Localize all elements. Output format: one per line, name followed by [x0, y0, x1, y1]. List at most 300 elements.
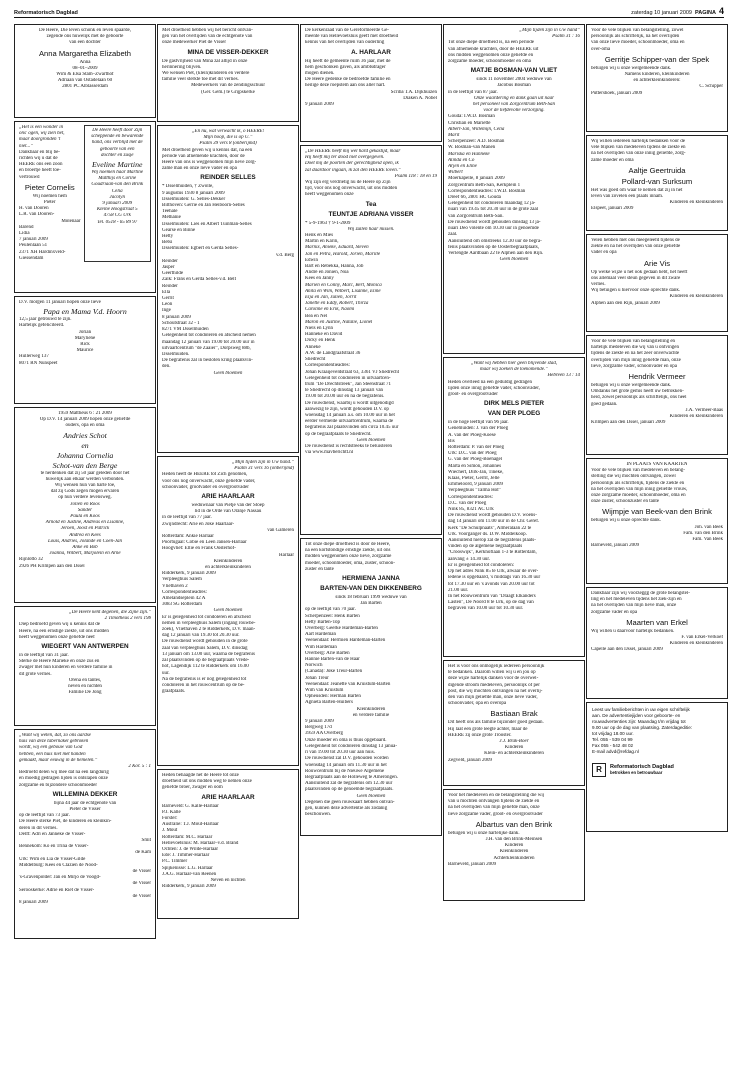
text-line: Dreef 66, 2801 HC Gouda: [448, 195, 501, 201]
text-line: Marit: [448, 133, 460, 139]
text-line: Orena en tantes,: [68, 677, 102, 683]
text-line: Doet mij de poorten der gerechtigheid open, ik: [305, 161, 399, 167]
text-line: IJsselmuiden: Egbert en Gerda Selles-: [162, 246, 239, 252]
text-line: Wij wensen hun van harte toe,: [54, 483, 116, 489]
text-line: te bedanken. Daarom willen wij u en jou op: [448, 670, 536, 676]
family-announcement: [586, 234, 728, 332]
text-line: gen, kunnen deze advertentie als zodanig: [305, 805, 388, 811]
text-line: de Visser: [132, 869, 151, 875]
text-line: onze medewerker Piet de Visser: [162, 40, 227, 46]
text-line: Hetty: [162, 234, 174, 240]
text-line: Wilbert: [448, 170, 463, 176]
column-1: [14, 24, 156, 942]
text-line: Aansluitend zal de begrafenis om 12.30 uur: [305, 781, 393, 787]
text-line: woensdag 14 januari om 11.30 uur in het: [305, 762, 387, 768]
text-line: Heere, na een ernstige ziekte, uit ons midden: [19, 628, 109, 634]
text-line: 08–01–2009: [72, 65, 98, 71]
text-line: C. Schipper: [699, 84, 723, 90]
text-line: Celia: [111, 188, 123, 194]
text-line: en broertje heeft toe-: [19, 168, 61, 174]
text-line: weduwnaar van Pietje van der Stoep: [191, 503, 265, 509]
text-line: Psalm 118 : 18 en 19: [394, 173, 437, 179]
text-line: Psalm 31 vers 16 (onberijmd): [234, 466, 294, 472]
text-line: Paula en Koos: [70, 514, 100, 520]
text-line: De rouwdienst is rechtstreeks te beluisteren: [305, 443, 393, 449]
text-line: persoonlijk als schriftelijk, tijdens de ziekte en: [591, 480, 685, 486]
text-line: Forster:: [162, 816, 178, 822]
text-line: Met droefheid hebben wij het bericht ontvan-: [162, 28, 253, 33]
text-line: Geen bloemen: [356, 437, 386, 443]
text-line: Maron en Justine, Natalie, Lionel: [305, 319, 373, 325]
text-line: tijd, voor ons nog onverwacht, uit ons midden: [305, 186, 398, 192]
text-line: na het overlijden van mijn geliefde man, onze: [448, 805, 540, 811]
text-line: De rouwdienst zal D.V. gehouden worden: [305, 756, 389, 762]
text-line: Methanie: [162, 215, 181, 221]
text-line: Gearse en Binne: [162, 227, 196, 233]
text-line: Matthijs en Corine: [98, 176, 137, 182]
text-line: Gerrit: [162, 296, 174, 302]
text-line: Delft: Adri en Janneke de Visser-: [19, 831, 86, 837]
text-line: Norwich: [305, 663, 323, 669]
text-line: Op D.V. 14 januari 2009 hopen onze geliefde: [39, 417, 131, 423]
text-line: Joh. van Beek: [694, 524, 723, 530]
text-line: droefheid uit ons midden weg te nemen onze: [162, 779, 252, 785]
text-line: het personeel van Zorgcentrum Beth-San: [472, 102, 556, 108]
text-line: Bis: [448, 438, 455, 444]
text-line: L.R. van Dooren-: [19, 212, 55, 218]
text-line: Giessendam: [19, 255, 44, 261]
text-line: Gelegenheid tot condoleren dinsdag 13 janua-: [305, 743, 398, 749]
text-line: eerder vermelde uitvaartcentrum, waarna de: [305, 419, 394, 425]
family-announcement: [14, 407, 156, 603]
text-line: zwager met hun kinderen en verdere familie in: [19, 665, 113, 671]
text-line: 8 januari 2009: [162, 314, 191, 320]
text-line: Tel. 055 - 539 04 99: [592, 737, 633, 742]
text-line: Voor de vele blijken van medeleven en belang-: [591, 468, 685, 474]
deceased-name: MATJE BOSMAN-VAN VLIET: [470, 67, 558, 75]
deceased-name: WILLEMINA DEKKER: [52, 790, 118, 798]
text-line: Aansluitend hierop zal de begrafenis plaats-: [448, 538, 536, 544]
text-line: Urk: D.C. van der Ploeg: [448, 451, 497, 457]
text-line: Scriba T.A. Dijkhuizen: [390, 89, 437, 95]
text-line: v.d. Berg: [275, 252, 294, 258]
text-line: Hellevoetsluis: M. Harlaar–v.d. Brand: [162, 840, 239, 846]
text-line: 2801 PC Alblasserdam: [62, 84, 108, 90]
text-line: 's-Gravenpolder: Jan en Mirjo de Voogd-: [19, 875, 101, 881]
text-line: overlijden van mijn innig geliefde man, onze: [591, 357, 681, 363]
text-line: De kerkenraad van de Gereformeerde Ge-: [305, 28, 389, 33]
text-line: schoonvader, grootvader en overgrootvader: [162, 484, 249, 490]
text-line: „Het is een wonder in: [19, 125, 64, 130]
text-line: Kinderen en kleinkinderen: [669, 414, 723, 420]
text-line: Pieter: [43, 200, 56, 206]
text-line: Verlengde Aardbaan 22 te Alphen aan den Rijn.: [448, 250, 544, 256]
text-line: zaal van verpleeghuis Salem, D.V. dinsdag: [162, 645, 248, 651]
text-line: van u mochten ontvangen tijdens de ziekte en: [448, 799, 540, 805]
text-line: nuari Deo volente om 10.30 uur in genoemde: [448, 226, 539, 232]
text-line: Achterkleinkinderen: [493, 855, 535, 861]
text-line: de Kam: [135, 850, 151, 856]
text-line: Agnieta Barten-Huibers: [305, 700, 353, 706]
text-line: Anna: [79, 59, 91, 65]
text-line: De gastvrijheid van Mina zal altijd in onze: [162, 58, 248, 64]
text-line: Wim van Kruistum: [305, 688, 344, 694]
family-announcement: [586, 24, 728, 132]
text-line: Tel. 0518 - 65 89 97: [97, 219, 138, 225]
text-line: 2926 PH Krimpen aan den IJssel: [19, 563, 85, 569]
text-line: plaatsvinden op de genoemde begraafplaats.: [305, 787, 394, 793]
text-line: voor de liefdevolle verzorging.: [483, 108, 545, 114]
text-line: heeft weggenomen onze: [305, 192, 354, 198]
text-line: Familie De Jong: [68, 690, 102, 696]
text-line: Op welke wijze u het ook gedaan hebt, het heeft: [591, 269, 688, 275]
text-line: 2 Kor. 5 : 1: [128, 764, 151, 770]
text-line: geliefde broer, zwager en oom: [162, 785, 223, 791]
text-line: en achterkleinkinderen:: [633, 78, 681, 84]
text-line: mogen dienen.: [305, 71, 335, 77]
deceased-name: Pieter Cornelis: [24, 182, 75, 192]
text-line: familie veel sterkte toe met dit verlies.: [162, 77, 239, 83]
text-line: (Canada): Joke Treur-Barten: [305, 669, 363, 675]
text-line: Scherpenzeel: A.D. Bosman: [448, 139, 505, 145]
announcement-right: [84, 125, 152, 262]
column-2: [157, 24, 299, 922]
text-line: onze zorgzame moeder, schoonmoeder, oma en: [591, 493, 686, 499]
family-announcement: [14, 729, 156, 939]
text-line: Degenen die geen rouwkaart hebben ontvan-: [305, 799, 395, 805]
text-line: betuigen wij u onze welgemeende dank.: [591, 65, 672, 71]
family-announcement: [586, 135, 728, 231]
text-line: Alphen aan den Rijn, januari 2009: [591, 300, 660, 306]
text-line: tot 17.30 uur en 's avonds van 20.00 uur tot: [448, 581, 535, 587]
family-announcement: [443, 357, 585, 657]
text-line: „De HEERE heeft mij wel hard gekastijd, maar: [305, 149, 401, 154]
text-line: heid, zowel persoonlijk als schriftelijk, ons heel: [591, 395, 687, 401]
family-announcement: [157, 769, 299, 919]
deceased-name: ARIE HAARLAAR: [201, 793, 255, 801]
text-line: De Heere, Die leven schonk en leven spaarde,: [38, 28, 132, 33]
text-line: Hanneke en David: [305, 332, 343, 338]
text-line: Urk: Wim en Lia de Visser-Gilde: [19, 856, 86, 862]
text-line: Sliedrecht: [305, 357, 326, 363]
text-line: den.: [162, 364, 171, 370]
text-line: begraven van 10.00 uur tot 10.30 uur.: [448, 606, 524, 612]
text-line: Met droefheid geven wij u kennis dat, na een: [162, 147, 253, 153]
text-line: Kerk "De Schulpnaats", Almeralaan 22 te: [448, 525, 532, 531]
deceased-name: Papa en Mama V.d. Hoorn: [43, 307, 127, 317]
text-line: Bergweg 17d: [305, 725, 332, 731]
text-line: vinden op de algemene begraafplaats: [448, 544, 523, 550]
text-line: Adriaan van Ostadelaan 60: [57, 78, 113, 84]
text-line: Nink 85, 8321 AC Urk: [448, 507, 494, 513]
text-line: J.A.G. Harlaar-van Reenen: [162, 871, 217, 877]
text-line: Peulenlaan 51: [19, 243, 48, 249]
text-line: Jorian: [78, 329, 92, 335]
text-line: Schoutstraat 32 - 1: [162, 320, 200, 326]
text-line: Wij zijn erg verdrietig nu de Heere op Zijn: [305, 180, 391, 186]
text-line: Fam. van den Brink: [683, 530, 723, 536]
text-line: neven en nichten: [68, 684, 102, 690]
text-line: bijna 44 jaar de echtgenote van: [53, 800, 117, 806]
text-line: Dicky en Henk: [305, 338, 336, 344]
text-line: Zegveld, januari 2009: [448, 757, 493, 763]
text-line: condoleren in het rouwcentrum op de be-: [162, 682, 245, 688]
text-line: Zorgcentrum Beth-San, Kerkplein 1: [448, 182, 521, 188]
text-line: voor ons nog onverwacht, onze geliefde vader,: [162, 478, 256, 484]
text-line: Wim & Elsa Stam–Zwarthof: [56, 72, 114, 78]
text-line: Capelle aan den IJssel, januari 2009: [591, 647, 663, 653]
text-line: deren in dit verlies.: [19, 825, 58, 831]
text-line: Sterke de Heere Marieke en onze zus en: [19, 659, 100, 665]
text-line: lieve, zorgzame vader, schoonvader en opa: [591, 363, 677, 369]
text-line: 12,5 jaar getrouwd te zijn.: [19, 317, 72, 323]
text-line: Teehale: [162, 209, 178, 215]
logo-tagline: betrokken en betrouwbaar: [610, 770, 663, 775]
text-line: lid in de Orde van Oranje Nassau: [194, 509, 262, 515]
text-line: Op het adres Nink 85 te Urk, alwaar de over-: [448, 569, 539, 575]
deceased-name: Andries Schot: [63, 430, 107, 440]
text-line: Bart en Rebekka, Hanna, Job: [305, 264, 364, 270]
family-announcement: [586, 587, 728, 699]
text-line: Rick: [80, 342, 90, 348]
text-line: gemaakt, maar eeuwig in de hemelen.”: [19, 757, 98, 763]
text-line: Wij willen iedereen hartelijk bedanken voor de: [591, 139, 685, 144]
text-line: stelling die wij mochten ontvangen, zowel: [591, 474, 676, 480]
text-line: huis van deze tabernakel gebroken: [19, 739, 89, 745]
text-line: Martin en Karin,: [305, 239, 339, 245]
deceased-name: Arie Vis: [643, 258, 671, 268]
text-line: Kinderen en kleinkinderen: [669, 200, 723, 206]
deceased-name: TEUNTJE ADRIANA VISSER: [328, 210, 414, 218]
text-line: Vliethaven 2: [162, 583, 188, 589]
text-line: zuster en tante: [305, 566, 334, 572]
text-line: J. Mout: [162, 828, 178, 834]
text-line: Aart Hardeman: [305, 632, 336, 638]
text-line: Geen bloemen: [499, 257, 529, 263]
text-line: periode van afnemende krachten, door de: [162, 153, 245, 159]
text-line: Wij noemen haar Martine: [91, 170, 144, 176]
text-line: Heden heeft de HEERE tot Zich genomen,: [162, 472, 248, 478]
text-line: Marnix, Anieke, Eduard, Steven: [305, 245, 369, 251]
text-line: lieve zorgzame vader, groot- en overgrootvader: [448, 811, 543, 817]
text-line: Rouwcentrum bij de Nieuwe Algemene: [305, 768, 385, 774]
text-line: „Want wij hebben hier geen blijvende stad,: [470, 361, 558, 366]
deceased-name: MINA DE VISSER-DEKKER: [187, 48, 269, 56]
text-line: De Heere sterke Piet, de kinderen en kleinkin-: [19, 819, 112, 825]
text-line: betuigen wij u onze oprechte dank.: [591, 518, 661, 524]
text-line: aanwezig te zijn, wordt gehouden D.V. op: [305, 406, 389, 412]
text-line: digende stroom medeleven, persoonlijk of per: [448, 682, 540, 688]
text-line: Marta en Simon, Johannes: [448, 463, 502, 469]
text-line: Hebreën 13 : 14: [547, 373, 580, 379]
text-line: maar doorgronden 't: [19, 137, 61, 143]
text-line: Onze waardering en dank gaan uit naar: [473, 95, 555, 101]
text-line: uur.: [162, 670, 170, 676]
text-line: Krimpen aan den IJssel, januari 2009: [591, 420, 666, 426]
text-line: Voor de vele blijken van belangstelling en: [591, 339, 676, 344]
text-line: Albert-Jan, Willemijn, Celia: [448, 126, 505, 132]
deceased-name: Anna Margaretha Elizabeth: [38, 48, 132, 58]
newspaper-logo: [592, 763, 722, 777]
text-line: moeder, schoonmoeder, oma, zuster, schoon-: [305, 560, 395, 566]
text-line: ons midden weggenomen onze geliefde en: [448, 52, 534, 58]
text-line: aan. De advertentiejijden voor geboorte- en: [592, 713, 681, 718]
text-line: tot vrijdag 18.00 uur.: [592, 731, 634, 736]
text-line: Anita en Wim, Wilbert, Lisanne, Eline: [305, 288, 381, 294]
text-line: dit grote verlies.: [19, 671, 52, 677]
text-line: en verdere familie: [352, 712, 390, 718]
text-line: 13 januari om 13.00 uur, waarna de begrafenis: [162, 651, 255, 657]
text-line: Jacobus Bosman: [497, 83, 531, 89]
text-line: vele blijken van medeleven tijdens de ziekte en: [591, 145, 686, 151]
text-line: Geen bloemen: [213, 608, 243, 614]
text-line: Leest uw familieberichten in uw eigen schriftelijk: [592, 707, 690, 712]
text-line: Gelegenheid tot condoleren in uitvaartcen-: [305, 375, 391, 381]
text-line: de Visser: [132, 881, 151, 887]
text-line: Psalm 31 : 16: [552, 34, 580, 40]
text-line: J.H. van den Brink-Meinsen: [485, 837, 543, 843]
text-line: Opheusden: Herman Barten: [305, 694, 361, 700]
column-5: [586, 24, 728, 835]
text-line: maandag 12 januari van 19.00 tot 20.00 uur in: [162, 339, 255, 345]
text-line: zoek), Vliethaven 2 te Ridderkerk, D.V. maan-: [162, 627, 256, 633]
text-line: Barend: [19, 224, 34, 230]
text-line: Rotterdam: M.C. Harlaar: [162, 834, 213, 840]
text-line: gen van het overlijden van de echtgenote van: [162, 34, 253, 40]
text-line: Anke en Bob: [72, 545, 98, 551]
text-line: Bedroefd delen wij mee dat na een langdurig: [19, 770, 109, 776]
text-line: 9 januari 2009: [305, 102, 334, 108]
split-announcement: [19, 125, 151, 262]
text-line: groot- en overgrootvader: [448, 392, 498, 398]
text-line: Heere van ons is weggenomen mijn lieve zorg-: [162, 160, 257, 166]
masthead: [14, 4, 724, 18]
family-announcement: [157, 125, 299, 453]
text-line: van onze lieve moeder, schoonmoeder, oma en: [591, 40, 685, 46]
text-line: lijden onze innig geliefde vader, schoonvader,: [448, 385, 540, 391]
family-announcement: [14, 296, 156, 404]
text-line: zorgzame vader en opa: [591, 609, 638, 615]
text-line: Verpleeghuis Salem: [162, 577, 202, 583]
text-line: Maurice: [76, 348, 94, 354]
text-line: niet...”: [19, 143, 34, 149]
text-line: 7 januari 2009: [19, 237, 48, 243]
text-line: Johan Treur: [305, 675, 329, 681]
text-line: IJsselmuiden.: [162, 351, 190, 357]
text-line: na het overlijden van onze innig geliefde, zorg-: [591, 151, 686, 157]
announcement-left: [19, 125, 81, 262]
text-line: op de begraafplaats te Sliedrecht.: [305, 431, 372, 437]
deceased-name: Bastiaan Brak: [490, 709, 538, 719]
text-line: Correspondentieadres:: [448, 494, 493, 500]
text-line: Klein- en achterkleinkinderen: [484, 751, 544, 757]
text-line: „Mijn tijden zijn in Uw hand”: [519, 28, 580, 33]
text-line: uitvaartcentrum "de Zaaier", Dorpsweg 88b,: [162, 345, 251, 351]
text-line: herinnering blijven.: [162, 64, 202, 70]
text-line: zame man en onze lieve vader en opa: [162, 166, 237, 172]
text-line: "Crooswijk", Kerkhoflaan 1-3 te Rotterdam,: [448, 550, 537, 556]
text-line: In het Rouwcentrum van "Draagt Elkanders: [448, 593, 536, 599]
newspaper-name: Reformatorisch Dagblad: [14, 10, 78, 16]
text-line: verlies.: [591, 282, 606, 288]
text-line: HEERE ons een zoon: [19, 162, 63, 168]
text-line: * IJsselmuiden, † Zwolle,: [162, 184, 214, 190]
text-line: Rijnlotto 32: [19, 557, 44, 563]
text-line: Hartelijk gefeliciteerd.: [19, 323, 65, 329]
text-line: Pieter de Visser: [69, 807, 101, 813]
text-line: in de leeftijd van 87 jaar.: [448, 89, 498, 95]
text-line: HEERE zij onze grote Trooster.: [448, 732, 512, 738]
text-line: Amelandseplein 42 A: [162, 596, 206, 602]
text-line: Andrea en Kees: [69, 532, 101, 538]
text-line: in de hoge leeftijd van 96 jaar.: [448, 420, 509, 426]
text-line: (Ger. Gem.) te Grijpskerke: [201, 89, 255, 95]
text-line: Tot onze diepe droefheid is door de Heere,: [305, 542, 391, 547]
text-line: scheppende en bewarende: [91, 134, 144, 140]
text-line: na het overlijden van mijn lieve man, onze: [591, 603, 677, 609]
text-line: Louis, Andries, Jolande en Coen-Jan: [47, 538, 123, 544]
page-label: PAGINA: [695, 10, 716, 16]
text-line: hartelijk medeleven die wij van u ontvingen: [591, 345, 680, 351]
text-line: Middelburg: Kees en Clazien de Nood-: [19, 862, 98, 868]
text-line: graafplaats.: [162, 689, 186, 695]
text-line: betuigen wij u onze welgemeende dank.: [591, 383, 672, 389]
text-line: Geen bloemen: [213, 370, 243, 376]
text-line: Arjen en Eline: [448, 164, 477, 170]
text-line: Wim Hardeman: [305, 644, 337, 650]
text-line: van een dochter: [69, 40, 101, 46]
text-line: Ochten: J. de Wilde-Harlaar: [162, 847, 219, 853]
text-line: Ridderkerk, 9 januari 2009: [162, 884, 216, 890]
text-line: 9.00 uur op de dag van plaatsing. Zaterdageditie:: [592, 725, 693, 730]
text-line: Heden behaagde het de Heere tot onze: [162, 773, 239, 778]
text-line: ouders, opa en oma: [65, 423, 105, 429]
masthead-right: [631, 7, 724, 16]
text-line: Hoogvliet: Ellie en Frank Oosterhof-: [162, 546, 236, 552]
text-line: Rotterdam: P. van der Ploeg: [448, 445, 504, 451]
text-line: Namens kinderen, kleinkinderen: [624, 72, 690, 78]
text-line: IN PLAATS VAN KAARTEN: [626, 462, 688, 467]
text-line: zal daardoor ingaan, ik zal den HEERE loven.”: [305, 167, 401, 173]
text-line: Arnold en Justine, Andreas en Lisanne,: [45, 520, 125, 526]
advert-service-box: [586, 702, 728, 832]
text-line: zegende ons huwelijk met de geboorte: [46, 34, 124, 40]
text-line: 1959 Mattheüs 6 : 21 2009: [58, 411, 112, 416]
text-line: Correspondentieadres:: [162, 589, 207, 595]
text-line: zorgzame moeder, schoonmoeder en oma: [448, 59, 531, 65]
text-line: Spijkenisse: L.G. Harlaar: [162, 865, 213, 871]
text-line: Voor het medeleven en de belangstelling die wij: [448, 793, 545, 798]
text-line: P.C. Timmer: [162, 859, 188, 865]
family-announcement: [443, 24, 585, 354]
deceased-name: Gerritje Schipper-van der Spek: [604, 54, 710, 64]
text-line: te herdenken dat zij 50 jaar geleden door het: [40, 470, 130, 476]
text-line: Elja en Jan, Julien, Jorrit: [305, 295, 357, 301]
text-line: Kinderen en kleinkinderen: [669, 294, 723, 300]
family-announcement: [157, 456, 299, 766]
text-line: post, die wij mochten ontvangen na het overlij-: [448, 688, 543, 694]
text-line: 9 augustus 1930 8 januari 2009: [162, 190, 225, 196]
text-line: begrafenis zal plaatsvinden om circa 10.45 uur: [305, 425, 399, 431]
text-line: Neven en nichten: [210, 878, 246, 884]
text-line: Kleine Hoogstraat 5: [96, 207, 138, 213]
text-line: Serooskerke: Adrie en Riet de Visser-: [19, 887, 95, 893]
text-line: Puttershoek, januari 2009: [591, 90, 643, 96]
column-4: [443, 24, 585, 904]
text-line: hem geschonken gaven, als ambtsdrager: [305, 64, 386, 70]
text-line: Geen bloemen: [356, 793, 386, 799]
text-line: Veenendaal: Hermien Hardeman-Barten: [305, 638, 386, 644]
